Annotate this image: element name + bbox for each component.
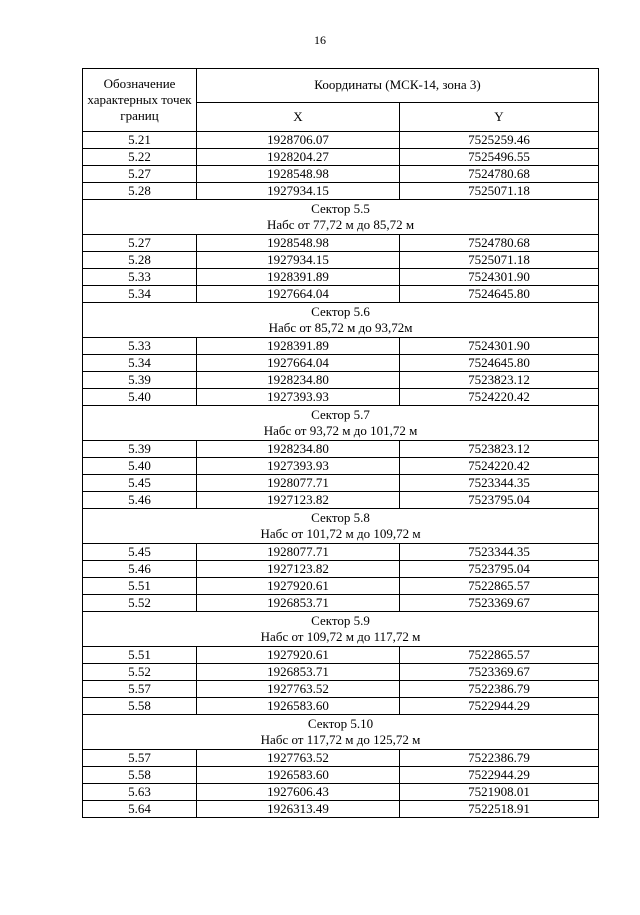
- sector-height-range: Набс от 117,72 м до 125,72 м: [260, 732, 421, 747]
- sector-header-cell: [83, 200, 599, 235]
- y-cell: 7523369.67: [400, 595, 599, 612]
- x-cell: 1926853.71: [197, 595, 400, 612]
- x-cell: 1927664.04: [197, 355, 400, 372]
- sector-height-range: Набс от 93,72 м до 101,72 м: [263, 423, 418, 438]
- x-cell: 1928706.07: [197, 132, 400, 149]
- x-cell: 1926583.60: [197, 767, 400, 784]
- sector-header-cell: [83, 406, 599, 441]
- x-cell: 1928234.80: [197, 372, 400, 389]
- y-cell: 7522386.79: [400, 681, 599, 698]
- sector-header-row: [83, 303, 599, 338]
- sector-header-row: [83, 406, 599, 441]
- table-row: [83, 235, 599, 252]
- y-cell: 7525071.18: [400, 252, 599, 269]
- x-cell: 1928077.71: [197, 475, 400, 492]
- x-cell: 1927123.82: [197, 492, 400, 509]
- y-cell: 7522944.29: [400, 767, 599, 784]
- point-cell: 5.28: [83, 252, 197, 269]
- table-row: [83, 681, 599, 698]
- sector-header-cell: [83, 715, 599, 750]
- point-cell: 5.27: [83, 235, 197, 252]
- table-row: [83, 475, 599, 492]
- sector-header-cell: [83, 612, 599, 647]
- x-cell: 1928204.27: [197, 149, 400, 166]
- table-row: [83, 578, 599, 595]
- x-cell: 1927393.93: [197, 389, 400, 406]
- table-row: [83, 544, 599, 561]
- y-cell: 7525071.18: [400, 183, 599, 200]
- x-cell: 1928077.71: [197, 544, 400, 561]
- y-cell: 7524220.42: [400, 389, 599, 406]
- point-cell: 5.51: [83, 647, 197, 664]
- sector-title: Сектор 5.10: [307, 716, 374, 731]
- point-cell: 5.45: [83, 544, 197, 561]
- y-cell: 7524301.90: [400, 338, 599, 355]
- x-cell: 1927393.93: [197, 458, 400, 475]
- y-cell: 7523795.04: [400, 492, 599, 509]
- point-cell: 5.40: [83, 389, 197, 406]
- y-cell: 7524220.42: [400, 458, 599, 475]
- point-cell: 5.51: [83, 578, 197, 595]
- point-cell: 5.46: [83, 492, 197, 509]
- point-cell: 5.39: [83, 372, 197, 389]
- sector-header-row: [83, 509, 599, 544]
- y-cell: 7523344.35: [400, 544, 599, 561]
- x-cell: 1927920.61: [197, 578, 400, 595]
- x-cell: 1927920.61: [197, 647, 400, 664]
- point-cell: 5.34: [83, 286, 197, 303]
- point-cell: 5.27: [83, 166, 197, 183]
- table-row: [83, 149, 599, 166]
- x-column-header: X: [197, 102, 400, 131]
- point-cell: 5.52: [83, 595, 197, 612]
- table-row: [83, 647, 599, 664]
- table-row: [83, 338, 599, 355]
- page-number: 16: [314, 33, 326, 47]
- table-row: [83, 664, 599, 681]
- table-row: [83, 767, 599, 784]
- table-row: [83, 269, 599, 286]
- y-cell: 7524780.68: [400, 166, 599, 183]
- x-cell: 1926313.49: [197, 801, 400, 818]
- table-row: [83, 441, 599, 458]
- y-column-header: Y: [400, 102, 599, 131]
- sector-header-cell: [83, 303, 599, 338]
- x-cell: 1927123.82: [197, 561, 400, 578]
- point-cell: 5.22: [83, 149, 197, 166]
- point-cell: 5.52: [83, 664, 197, 681]
- y-cell: 7524301.90: [400, 269, 599, 286]
- sector-header-row: [83, 715, 599, 750]
- y-cell: 7522518.91: [400, 801, 599, 818]
- x-cell: 1927934.15: [197, 252, 400, 269]
- point-cell: 5.33: [83, 269, 197, 286]
- table-row: [83, 286, 599, 303]
- sector-title: Сектор 5.5: [311, 201, 370, 216]
- x-cell: 1928548.98: [197, 166, 400, 183]
- sector-header-row: [83, 200, 599, 235]
- table-row: [83, 372, 599, 389]
- y-cell: 7525259.46: [400, 132, 599, 149]
- y-cell: 7524780.68: [400, 235, 599, 252]
- x-cell: 1928234.80: [197, 441, 400, 458]
- point-cell: 5.40: [83, 458, 197, 475]
- table-row: [83, 801, 599, 818]
- sector-title: Сектор 5.7: [311, 407, 370, 422]
- table-row: [83, 389, 599, 406]
- table-row: [83, 252, 599, 269]
- sector-title: Сектор 5.9: [311, 613, 370, 628]
- sector-header-cell: [83, 509, 599, 544]
- sector-height-range: Набс от 77,72 м до 85,72 м: [266, 217, 415, 232]
- y-cell: 7523344.35: [400, 475, 599, 492]
- point-cell: 5.34: [83, 355, 197, 372]
- y-cell: 7522865.57: [400, 578, 599, 595]
- coordinates-header: Координаты (МСК-14, зона 3): [197, 69, 599, 103]
- point-cell: 5.63: [83, 784, 197, 801]
- point-cell: 5.46: [83, 561, 197, 578]
- table-row: [83, 458, 599, 475]
- x-cell: 1928548.98: [197, 235, 400, 252]
- point-cell: 5.39: [83, 441, 197, 458]
- table-row: [83, 561, 599, 578]
- sector-header-row: [83, 612, 599, 647]
- point-cell: 5.58: [83, 767, 197, 784]
- coordinates-table: [82, 68, 599, 818]
- sector-title: Сектор 5.6: [311, 304, 370, 319]
- x-cell: 1927606.43: [197, 784, 400, 801]
- table-row: [83, 784, 599, 801]
- point-cell: 5.64: [83, 801, 197, 818]
- y-cell: 7522386.79: [400, 750, 599, 767]
- y-cell: 7523823.12: [400, 441, 599, 458]
- point-cell: 5.45: [83, 475, 197, 492]
- y-cell: 7524645.80: [400, 286, 599, 303]
- x-cell: 1927664.04: [197, 286, 400, 303]
- table-row: [83, 183, 599, 200]
- x-cell: 1927763.52: [197, 681, 400, 698]
- table-row: [83, 166, 599, 183]
- y-cell: 7525496.55: [400, 149, 599, 166]
- table-body: [83, 132, 599, 818]
- table-row: [83, 355, 599, 372]
- sector-title: Сектор 5.8: [311, 510, 370, 525]
- x-cell: 1926853.71: [197, 664, 400, 681]
- y-cell: 7521908.01: [400, 784, 599, 801]
- y-cell: 7524645.80: [400, 355, 599, 372]
- sector-height-range: Набс от 101,72 м до 109,72 м: [260, 526, 421, 541]
- table-row: [83, 595, 599, 612]
- point-cell: 5.58: [83, 698, 197, 715]
- x-cell: 1926583.60: [197, 698, 400, 715]
- table-row: [83, 132, 599, 149]
- point-cell: 5.57: [83, 750, 197, 767]
- x-cell: 1928391.89: [197, 269, 400, 286]
- y-cell: 7523823.12: [400, 372, 599, 389]
- y-cell: 7522865.57: [400, 647, 599, 664]
- point-cell: 5.21: [83, 132, 197, 149]
- point-cell: 5.57: [83, 681, 197, 698]
- table-row: [83, 698, 599, 715]
- x-cell: 1928391.89: [197, 338, 400, 355]
- sector-height-range: Набс от 109,72 м до 117,72 м: [260, 629, 421, 644]
- point-designation-header: Обозначение характерных точек границ: [83, 69, 197, 132]
- table-row: [83, 750, 599, 767]
- point-cell: 5.28: [83, 183, 197, 200]
- table-row: [83, 492, 599, 509]
- sector-height-range: Набс от 85,72 м до 93,72м: [268, 320, 413, 335]
- y-cell: 7523795.04: [400, 561, 599, 578]
- y-cell: 7522944.29: [400, 698, 599, 715]
- x-cell: 1927934.15: [197, 183, 400, 200]
- x-cell: 1927763.52: [197, 750, 400, 767]
- point-cell: 5.33: [83, 338, 197, 355]
- y-cell: 7523369.67: [400, 664, 599, 681]
